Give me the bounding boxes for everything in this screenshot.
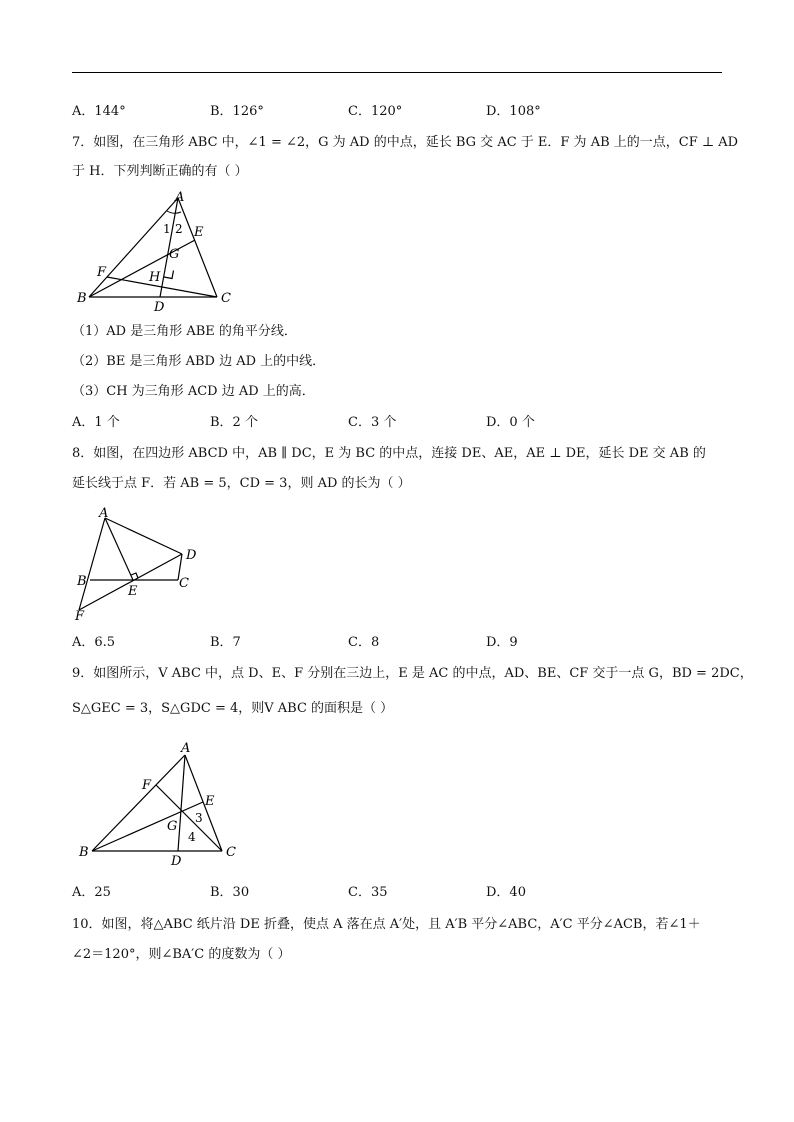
q7-statement-2: （2）BE 是三角形 ABD 边 AD 上的中线． [72,354,326,369]
option-a: A．25 [72,885,111,900]
option-d: D．0 个 [486,415,535,430]
q7-angle-arc [167,211,181,213]
q9-label-c: C [226,845,236,860]
q9-label-f: F [142,778,152,793]
q8-stem-line2: 延长线于点 F．若 AB = 5，CD = 3，则 AD 的长为（ ） [72,476,411,491]
q9-segment-ab [92,755,185,851]
q8-segment-ae [105,518,133,580]
q8-label-d: D [186,548,197,563]
q8-stem-line1: 8．如图，在四边形 ABCD 中，AB ∥ DC，E 为 BC 的中点，连接 DE、AE，AE ⊥ DE，延长 DE 交 AB 的 [72,446,706,461]
q7-label-h: H [149,270,161,285]
option-c: C．35 [348,885,388,900]
q7-label-a: A [175,190,185,205]
header-rule [72,72,722,73]
option-a: A．6.5 [72,635,116,650]
q9-segment-ad [178,755,185,851]
q7-statement-3: （3）CH 为三角形 ACD 边 AD 上的高． [72,384,315,399]
q8-figure [72,502,212,627]
q7-figure [72,190,242,315]
q7-label-c: C [221,291,231,306]
q7-right-angle-mark [164,271,174,279]
q9-segment-be [92,802,203,851]
q9-options [72,884,722,902]
q7-label-d: D [154,300,165,315]
q7-statement-1: （1）AD 是三角形 ABE 的角平分线． [72,324,297,339]
q8-segment-ad [105,518,182,554]
q9-label-b: B [79,845,89,860]
q7-options [72,414,722,432]
q9-label-d: D [171,854,182,869]
q7-label-g: G [169,247,180,262]
q7-stem-line2: 于 H．下列判断正确的有（ ） [72,164,248,179]
q8-label-b: B [77,574,87,589]
option-a: A．144° [72,104,126,119]
option-d: D．108° [486,104,541,119]
q8-label-f: F [75,609,85,624]
q7-segment-cf [107,277,217,297]
q10-stem-line2: ∠2＝120°，则∠BA′C 的度数为（ ） [72,947,291,962]
q9-label-e: E [205,794,215,809]
q7-segment-ac [178,198,217,297]
q9-label-a: A [181,741,191,756]
q6-options [72,103,722,121]
q7-label-angle2: 2 [175,222,183,236]
q9-figure [72,738,252,873]
option-b: B．2 个 [210,415,258,430]
q9-stem-line2: S△GEC = 3，S△GDC = 4，则V ABC 的面积是（ ） [72,701,394,716]
q8-segment-df [79,554,182,610]
q9-stem-line1: 9．如图所示，V ABC 中，点 D、E、F 分别在三边上，E 是 AC 的中点，AD、BE、CF 交于一点 G，BD = 2DC， [72,666,753,681]
option-b: B．7 [210,635,241,650]
option-c: C．8 [348,635,380,650]
option-b: B．30 [210,885,250,900]
q9-label-g: G [167,819,178,834]
q10-stem-line1: 10．如图，将△ABC 纸片沿 DE 折叠，使点 A 落在点 A′处，且 A′B 平分∠ABC，A′C 平分∠ACB，若∠1＋ [72,917,701,932]
q8-segment-af [79,518,105,610]
q7-label-angle1: 1 [163,222,171,236]
option-c: C．3 个 [348,415,397,430]
option-d: D．9 [486,635,518,650]
q8-options [72,634,722,652]
q7-stem-line1: 7．如图，在三角形 ABC 中，∠1 = ∠2，G 为 AD 的中点，延长 BG 交 AC 于 E．F 为 AB 上的一点，CF ⊥ AD [72,135,739,150]
option-c: C．120° [348,104,403,119]
option-a: A．1 个 [72,415,120,430]
q7-label-b: B [77,291,87,306]
q7-label-e: E [194,225,204,240]
option-b: B．126° [210,104,264,119]
q9-label-region4: 4 [188,830,196,844]
q8-label-c: C [179,576,189,591]
q9-label-region3: 3 [195,811,203,825]
option-d: D．40 [486,885,526,900]
q7-label-f: F [97,265,107,280]
q8-label-a: A [99,506,109,521]
q8-label-e: E [128,584,138,599]
